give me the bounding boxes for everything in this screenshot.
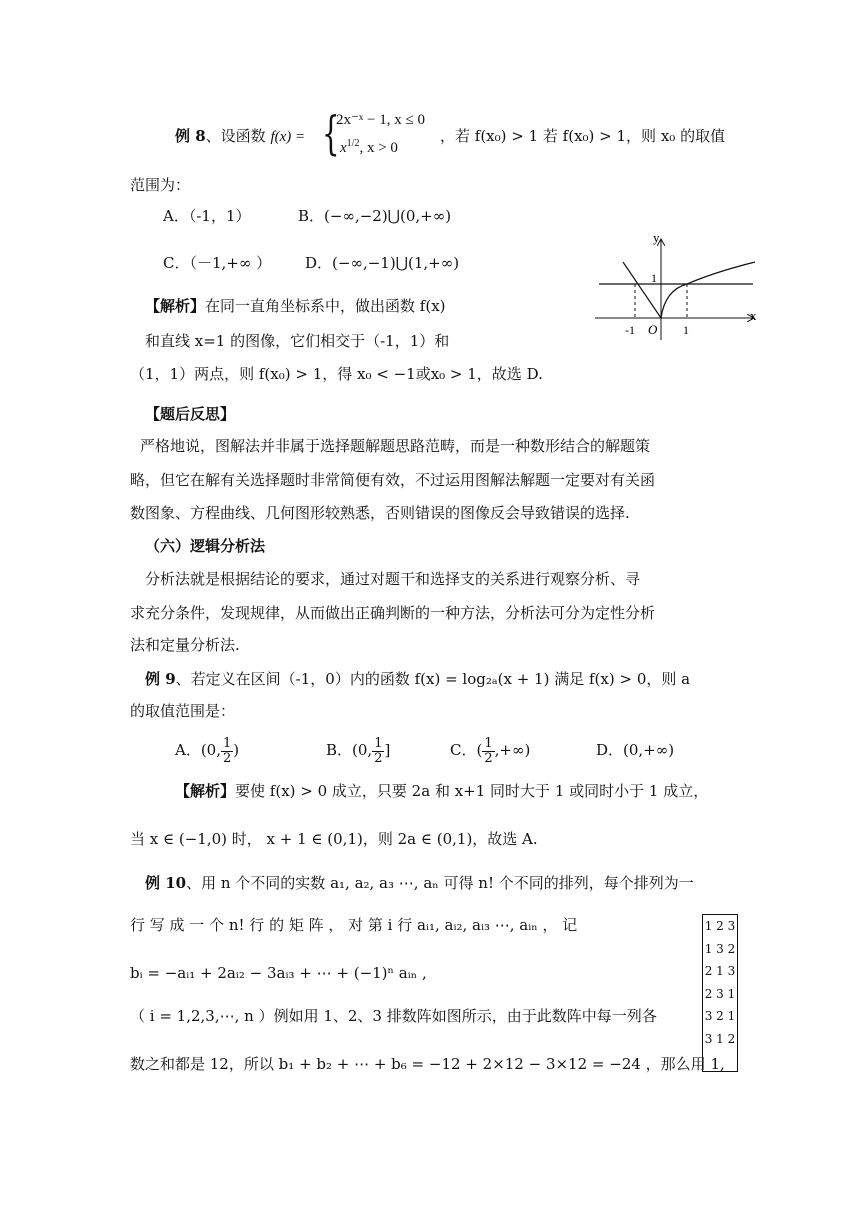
fraction: $\frac{1}{2}$ — [223, 735, 232, 766]
fraction: $\frac{1}{2}$ — [374, 735, 383, 766]
matrix-row: 2 3 1 — [704, 986, 736, 1001]
option-d: D．(−∞,−1)⋃(1,+∞) — [305, 254, 460, 272]
reflection-line-3: 数图象、方程曲线、几何图形较熟悉，否则错误的图像反会导致错误的选择. — [130, 504, 630, 522]
section-line-2: 求充分条件，发现规律，从而做出正确判断的一种方法，分析法可分为定性分析 — [130, 604, 656, 622]
function-graph — [595, 228, 765, 343]
example-10-line-2: 行 写 成 一 个 n! 行 的 矩 阵 ， 对 第 i 行 aᵢ₁, aᵢ₂, aᵢ₃ ⋯, aᵢₙ ， 记 — [130, 916, 578, 934]
piecewise-case-2: $x^{1/2}$, x > 0 — [340, 138, 398, 156]
analysis-9-text-1: 要使 f(x) > 0 成立，只要 2a 和 x+1 同时大于 1 或同时小于 1 成立， — [235, 782, 709, 800]
analysis-9-line-1 — [175, 780, 708, 802]
analysis-label: 【解析】 — [145, 297, 206, 315]
fraction: $\frac{1}{2}$ — [484, 735, 493, 766]
option-a: A．（-1，1） — [163, 207, 251, 225]
example-8-heading — [175, 125, 305, 148]
option-b: B．(−∞,−2)⋃(0,+∞) — [298, 207, 452, 225]
analysis-8-line-1 — [145, 295, 446, 317]
matrix-row: 1 3 2 — [704, 941, 736, 956]
section-heading: （六）逻辑分析法 — [145, 537, 266, 555]
analysis-8-line-2: 和直线 x=1 的图像，它们相交于（-1，1）和 — [145, 332, 450, 350]
example-10-line-1 — [145, 872, 694, 894]
piecewise-case-1: 2x⁻ˣ − 1, x ≤ 0 — [336, 112, 425, 128]
example-9-option-d: D．(0,+∞) — [596, 741, 675, 759]
example-label: 例 8 — [175, 127, 206, 145]
example-8-continuation: 范围为： — [130, 176, 191, 194]
example-label: 例 9 — [145, 670, 176, 688]
example-9-line-1 — [145, 668, 690, 690]
tick-label-1: 1 — [683, 323, 689, 337]
matrix-row: 3 1 2 — [704, 1031, 736, 1046]
section-line-3: 法和定量分析法. — [130, 636, 240, 654]
reflection-heading: 【题后反思】 — [145, 405, 236, 423]
right-branch-curve — [661, 262, 755, 318]
section-line-1: 分析法就是根据结论的要求，通过对题干和选择支的关系进行观察分析、寻 — [145, 570, 641, 588]
example-label: 例 10 — [145, 874, 187, 892]
example-10-line-3: bᵢ = −aᵢ₁ + 2aᵢ₂ − 3aᵢ₃ + ⋯ + (−1)ⁿ aᵢₙ , — [130, 964, 427, 982]
example-9-line-2: 的取值范围是： — [130, 702, 236, 720]
matrix-row: 3 2 1 — [704, 1009, 736, 1023]
tick-label-y1: 1 — [651, 271, 657, 285]
example-9-option-c: C．( $\frac{1}{2}$ ,+∞) — [450, 735, 531, 766]
example-10-text-1: 、用 n 个不同的实数 a₁, a₂, a₃ ⋯, aₙ 可得 n! 个不同的排列，每个排列为一 — [186, 874, 694, 892]
example-10-line-4: （ i = 1,2,3,⋯, n ）例如用 1、2、3 排数阵如图所示，由于此数阵中每一列各 — [130, 1007, 657, 1025]
example-8-condition: ，若 f(x₀) > 1 若 f(x₀) > 1，则 x₀ 的取值 — [440, 127, 726, 145]
analysis-8-line-3: （1，1）两点，则 f(x₀) > 1，得 x₀ < −1或x₀ > 1，故选 D. — [130, 365, 543, 383]
example-9-text-1: 、若定义在区间（-1，0）内的函数 f(x) = log₂ₐ(x + 1) 满足 f(x) > 0，则 a — [175, 670, 691, 688]
example-8-intro: 、设函数 — [205, 127, 266, 145]
analysis-9-line-2: 当 x ∈ (−1,0) 时， x + 1 ∈ (0,1)，则 2a ∈ (0,1)，故选 A. — [130, 830, 538, 848]
example-9-option-b: B．(0, $\frac{1}{2}$ ] — [326, 735, 391, 766]
matrix-row: 1 2 3 — [704, 919, 736, 933]
piecewise-function — [322, 108, 442, 164]
function-name: f(x) = — [270, 129, 306, 145]
reflection-line-2: 略，但它在解有关选择题时非常简便有效，不过运用图解法解题一定要对有关函 — [130, 471, 656, 489]
example-10-line-5: 数之和都是 12，所以 b₁ + b₂ + ⋯ + b₆ = −12 + 2×12 − 3×12 = −24 ，那么用 1, — [130, 1055, 725, 1073]
y-axis-label: y — [653, 230, 660, 245]
x-axis-label: x — [750, 308, 757, 323]
brace-symbol: { — [322, 106, 340, 160]
tick-label-neg1: -1 — [625, 323, 635, 337]
reflection-line-1: 严格地说，图解法并非属于选择题解题思路范畴，而是一种数形结合的解题策 — [140, 437, 651, 455]
origin-label: O — [648, 322, 658, 337]
analysis-label: 【解析】 — [175, 782, 236, 800]
permutation-matrix — [702, 914, 738, 1072]
option-c: C．（－1,+∞ ） — [163, 254, 272, 272]
example-9-option-a: A．(0, $\frac{1}{2}$ ) — [175, 735, 240, 766]
matrix-row: 2 1 3 — [704, 964, 736, 978]
analysis-8-text-1: 在同一直角坐标系中，做出函数 f(x) — [205, 297, 446, 315]
